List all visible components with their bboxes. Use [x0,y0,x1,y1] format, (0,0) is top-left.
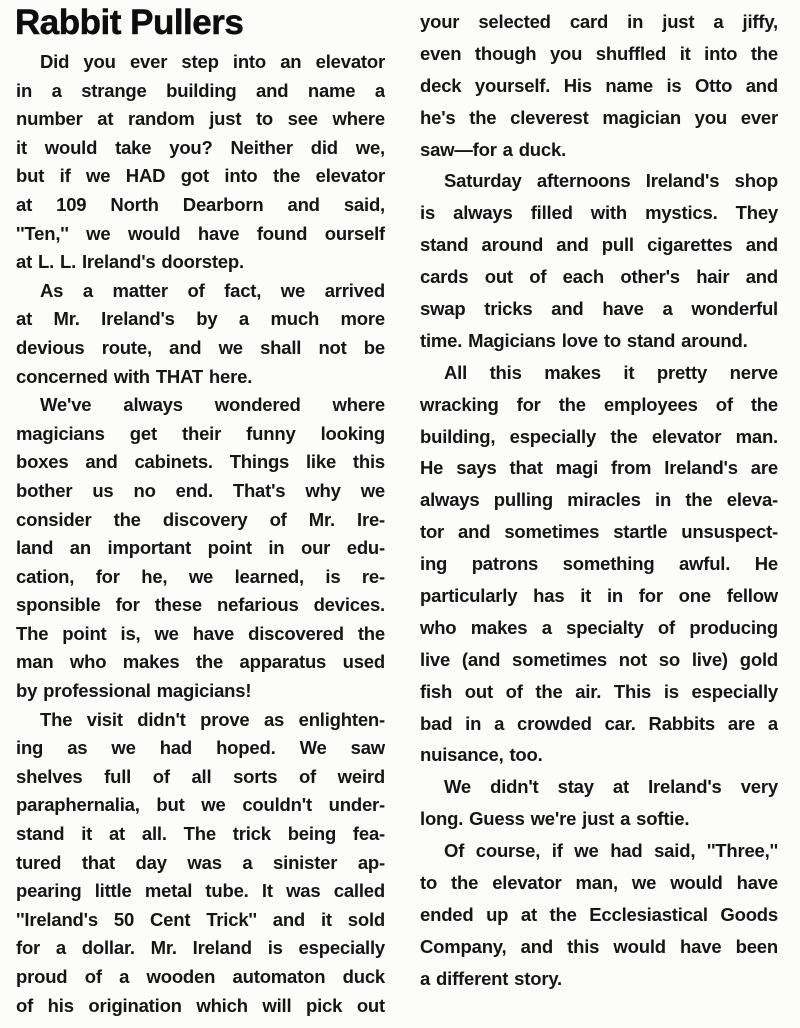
left-column-paragraphs [16,48,385,1020]
text-line: cation, for he, we learned, is re- [16,565,385,587]
left-column [16,0,385,1020]
text-line: ended up at the Ecclesiastical Goods [420,903,778,925]
text-line: consider the discovery of Mr. Ire- [16,508,385,530]
text-line: sponsible for these nefarious devices. [16,594,385,616]
text-line: paraphernalia, but we couldn't under- [16,794,385,816]
text-line: Saturday afternoons Ireland's shop [444,170,778,192]
text-line: shelves full of all sorts of weird [16,765,385,787]
paragraph [420,357,778,772]
text-line: ing patrons something awful. He [420,553,778,575]
text-line: stand it at all. The trick being fea- [16,823,385,845]
text-line: boxes and cabinets. Things like this [16,451,385,473]
text-line: man who makes the apparatus used [16,651,385,673]
text-line: number at random just to see where [16,108,385,130]
text-line: land an important point in our edu- [16,537,385,559]
text-line: a different story. [420,967,562,989]
text-line: building, especially the elevator man. [420,425,778,447]
text-line: is always filled with mystics. They [420,202,778,224]
text-line: deck yourself. His name is Otto and [420,74,778,96]
text-line: who makes a specialty of producing [420,616,778,638]
text-line: ''Ten,'' we would have found ourself [16,222,385,244]
text-line: proud of a wooden automaton duck [16,966,385,987]
paragraph [16,48,385,277]
paragraph [16,706,385,1021]
text-line: particularly has it in for one fellow [420,585,778,607]
text-line: The point is, we have discovered the [16,622,385,644]
article-title: Rabbit Pullers [15,3,244,42]
text-line: of his origination which will pick out [16,994,385,1016]
text-line: devious route, and we shall not be [16,336,385,358]
text-line: at 109 North Dearborn and said, [16,193,385,215]
text-line: live (and sometimes not so live) gold [420,648,778,670]
text-line: bad in a crowded car. Rabbits are a [420,712,778,734]
text-line: cards out of each other's hair and [420,266,778,288]
text-line: All this makes it pretty nerve [444,361,778,383]
text-line: to the elevator man, we would have [420,872,778,894]
text-line: magicians get their funny looking [16,422,385,444]
text-line: The visit didn't prove as enlighten- [40,708,385,730]
text-line: As a matter of fact, we arrived [40,279,385,301]
text-line: stand around and pull cigarettes and [420,234,778,256]
text-line: He says that magi from Ireland's are [420,457,778,479]
text-line: even though you shuffled it into the [420,42,778,64]
text-line: Company, and this would have been [420,935,778,957]
right-column-paragraphs [420,6,778,995]
text-line: pearing little metal tube. It was called [16,880,385,902]
text-line: swap tricks and have a wonderful [420,298,778,320]
text-line: at Mr. Ireland's by a much more [16,308,385,330]
text-line: in a strange building and name a [16,79,385,101]
text-line: at L. L. Ireland's doorstep. [16,251,244,273]
paragraph [420,771,778,835]
text-line: your selected card in just a jiffy, [420,11,778,32]
text-line: but if we HAD got into the elevator [16,165,385,187]
text-line: ing as we had hoped. We saw [16,737,385,759]
text-line: nuisance, too. [420,744,543,766]
text-line: concerned with THAT here. [16,365,253,387]
text-line: long. Guess we're just a softie. [420,808,690,830]
text-line: tor and sometimes startle unsuspect- [420,521,778,543]
text-line: it would take you? Neither did we, [16,136,385,158]
text-line: We've always wondered where [40,394,385,416]
paragraph [420,835,778,994]
text-line: wracking for the employees of the [420,393,778,415]
paragraph [16,391,385,706]
text-line: time. Magicians love to stand around. [420,329,748,351]
paragraph [420,165,778,356]
text-line: Did you ever step into an elevator [40,51,385,72]
text-line: by professional magicians! [16,680,252,702]
paragraph [16,277,385,391]
text-line: Of course, if we had said, ''Three,'' [444,840,778,862]
text-line: for a dollar. Mr. Ireland is especially [16,937,385,959]
text-line: tured that day was a sinister ap- [16,851,385,873]
text-line: We didn't stay at Ireland's very [444,776,778,798]
text-line: ''Ireland's 50 Cent Trick'' and it sold [16,908,385,930]
text-line: he's the cleverest magician you ever [420,106,778,128]
text-line: saw—for a duck. [420,138,567,160]
text-line: fish out of the air. This is especially [420,680,778,702]
text-line: bother us no end. That's why we [16,479,385,501]
right-column [420,0,778,995]
paragraph [420,6,778,165]
text-line: always pulling miracles in the eleva- [420,489,778,511]
